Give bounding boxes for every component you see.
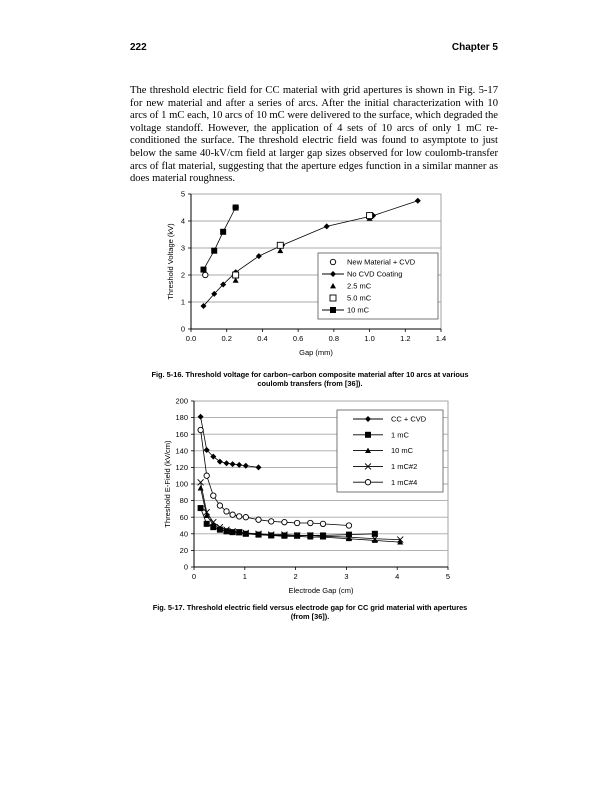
x-tick-label: 4 (395, 572, 400, 581)
legend-label: 10 mC (391, 446, 414, 456)
figure-caption: Fig. 5-16. Threshold voltage for carbon–carbon composite material after 10 arcs at various coulomb transfers (from [36]). (151, 370, 469, 389)
legend-label: 2.5 mC (347, 281, 372, 291)
y-tick-label: 1 (180, 297, 185, 307)
filled-square-marker-icon (198, 505, 204, 511)
circle-marker-icon (204, 473, 209, 478)
y-tick-label: 20 (179, 546, 188, 555)
circle-marker-icon (269, 519, 274, 524)
legend-label: 1 mC#2 (391, 462, 418, 471)
x-tick-label: 0.2 (221, 334, 232, 343)
y-tick-label: 40 (179, 529, 188, 539)
filled-square-marker-icon (365, 432, 371, 438)
filled-square-marker-icon (372, 531, 378, 537)
y-tick-label: 160 (175, 429, 188, 439)
y-tick-label: 3 (180, 243, 185, 253)
circle-marker-icon (217, 503, 222, 508)
x-tick-label: 1.2 (400, 334, 411, 343)
y-tick-label: 180 (175, 413, 188, 423)
legend-label: 5.0 mC (347, 293, 372, 303)
filled-square-marker-icon (204, 521, 210, 527)
y-tick-label: 100 (175, 479, 188, 489)
y-tick-label: 200 (175, 396, 188, 406)
circle-marker-icon (294, 520, 299, 525)
circle-marker-icon (224, 509, 229, 514)
y-tick-label: 5 (180, 189, 185, 199)
x-tick-label: 2 (293, 572, 298, 581)
y-tick-label: 120 (175, 463, 188, 472)
x-tick-label: 0.6 (292, 334, 304, 343)
x-axis-label: Gap (mm) (299, 348, 333, 357)
figure-caption: Fig. 5-17. Threshold electric field versus electrode gap for CC grid material with apertures (from [36]). (152, 603, 468, 622)
x-tick-label: 0.4 (257, 334, 268, 343)
x-tick-label: 0.0 (185, 334, 197, 343)
x-tick-label: 1.0 (364, 334, 375, 343)
y-tick-label: 2 (180, 270, 185, 280)
circle-marker-icon (320, 521, 325, 526)
y-tick-label: 140 (175, 446, 188, 456)
x-tick-label: 1.4 (435, 334, 447, 343)
y-tick-label: 0 (180, 324, 185, 334)
circle-marker-icon (211, 493, 216, 498)
chapter-title: Chapter 5 (451, 42, 498, 53)
circle-marker-icon (256, 517, 261, 522)
x-tick-label: 0 (191, 572, 197, 581)
x-tick-label: 1 (242, 572, 247, 581)
y-axis-label: Threshold E-Field (kV/cm) (163, 440, 172, 528)
circle-marker-icon (308, 520, 313, 525)
legend-label: No CVD Coating (347, 269, 403, 279)
circle-marker-icon (230, 512, 235, 517)
legend-label: New Material + CVD (347, 257, 416, 267)
x-axis-label: Electrode Gap (cm) (288, 586, 354, 595)
x-tick-label: 3 (344, 572, 349, 581)
circle-marker-icon (282, 519, 287, 524)
legend-label: 10 mC (347, 305, 370, 315)
legend-label: 1 mC#4 (391, 477, 418, 487)
y-tick-label: 80 (179, 496, 188, 506)
circle-marker-icon (346, 523, 351, 528)
legend-label: CC + CVD (391, 414, 427, 424)
y-axis-label: Threshold Voltage (kV) (166, 223, 175, 300)
body-paragraph: The threshold electric field for CC material with grid apertures is shown in Fig. 5-17 for new material and after a series of arcs. After the initial characterization with 10 arcs of 1 mC each, 10 arcs of 10 mC were delivered to the surface, which degraded the voltage standoff. However, the application of 4 sets of 10 arcs of only 1 mC re-conditioned the surface. The threshold electric field was found to asymptote to just below the same 40-kV/cm field at larger gap sizes observed for low coulomb-transfer arcs of flat material, suggesting that the aperture edges function in a similar manner as does material roughness. (130, 85, 498, 185)
circle-marker-icon (237, 514, 242, 519)
circle-marker-icon (198, 427, 203, 432)
y-tick-label: 4 (180, 216, 185, 226)
y-tick-label: 0 (183, 562, 188, 572)
y-tick-label: 60 (179, 512, 188, 522)
circle-marker-icon (243, 515, 248, 520)
circle-marker-icon (365, 480, 370, 485)
chart-legend (337, 410, 443, 492)
legend-label: 1 mC (391, 430, 409, 440)
x-tick-label: 0.8 (328, 334, 340, 343)
x-tick-label: 5 (445, 572, 451, 581)
page-number: 222 (130, 42, 147, 53)
